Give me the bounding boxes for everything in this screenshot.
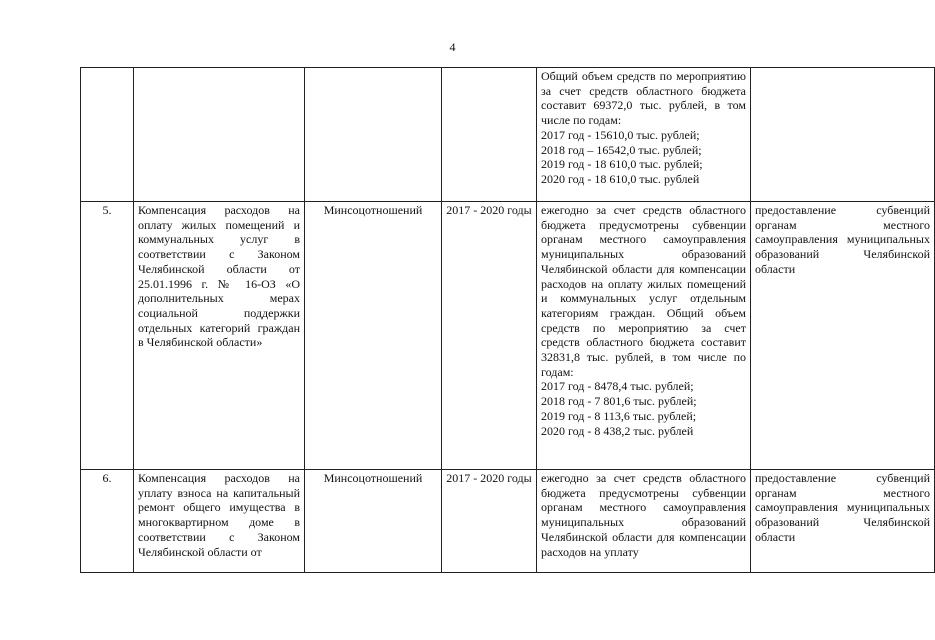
row-number-cell [81,68,134,202]
result-cell: предоставление субвенций органам местного самоуправления муниципальных образований Челябинской области [751,202,935,470]
description-cell [537,470,751,573]
result-cell: предоставление субвенций органам местного самоуправления муниципальных образований Челябинской области [751,470,935,573]
table-row [81,202,935,470]
year-amount: 2018 год - 7 801,6 тыс. рублей; [541,394,697,409]
table-row [81,68,935,202]
row-number-cell: 6. [81,470,134,573]
measure-name-cell [134,470,305,573]
year-amount: 2017 год - 15610,0 тыс. рублей; [541,127,700,142]
period-cell: 2017 - 2020 годы [442,470,537,573]
executor-cell: Минсоцотношений [305,202,442,470]
year-amount: 2020 год - 8 438,2 тыс. рублей [541,423,694,438]
year-amount: 2017 год - 8478,4 тыс. рублей; [541,379,694,394]
table-row [81,470,935,573]
year-amount: 2018 год – 16542,0 тыс. рублей; [541,142,702,157]
period-cell [442,68,537,202]
measure-name-cell: Компенсация расходов на оплату жилых помещений и коммунальных услуг в соответствии с Законом Челябинской области от 25.01.1996 г. № 16-ОЗ «О дополнительных мерах социальной поддержки отдельных категорий граждан в Челябинской области» [134,202,305,470]
year-amount: 2020 год - 18 610,0 тыс. рублей [541,171,700,186]
row-number-cell: 5. [81,202,134,470]
description-cell [537,202,751,470]
executor-cell: Минсоцотношений [305,470,442,573]
result-cell [751,68,935,202]
period-cell: 2017 - 2020 годы [442,202,537,470]
description-text: Общий объем средств по мероприятию за счет средств областного бюджета составит 69372,0 тыс. рублей, в том числе по годам: [541,69,746,128]
measure-name-cell [134,68,305,202]
year-amount: 2019 год - 8 113,6 тыс. рублей; [541,408,697,423]
program-measures-table [80,67,935,573]
page-number: 4 [449,40,456,54]
executor-cell [305,68,442,202]
year-amount: 2019 год - 18 610,0 тыс. рублей; [541,157,703,172]
description-text: ежегодно за счет средств областного бюджета предусмотрены субвенции органам местного самоуправления муниципальных образований Челябинской области для компенсации расходов на оплату жилых помещений и коммунальных услуг отдельным категориям граждан. Общий объем средств по мероприятию за счет средств областного бюджета составит 32831,8 тыс. рублей, в том числе по годам: [541,203,746,379]
description-cell [537,68,751,202]
description-text: ежегодно за счет средств областного бюджета предусмотрены субвенции органам местного самоуправления муниципальных образований Челябинской области для компенсации расходов на уплату [541,471,746,559]
measure-name-text: Компенсация расходов на уплату взноса на капитальный ремонт общего имущества в многоквартирном доме в соответствии с Законом Челябинской области от [138,471,300,559]
